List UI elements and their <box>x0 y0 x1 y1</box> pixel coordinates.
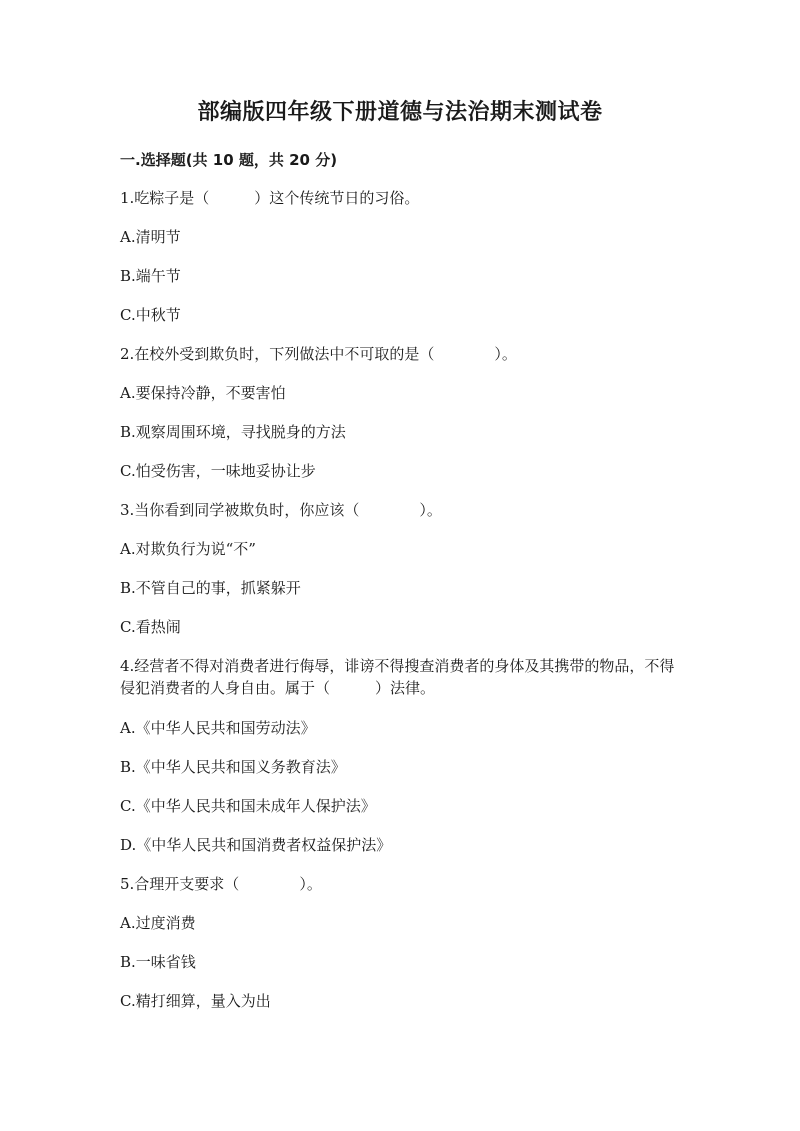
question-item <box>120 499 682 638</box>
answer-option: C.看热闹 <box>120 618 181 636</box>
answer-option: B.观察周围环境，寻找脱身的方法 <box>120 423 346 441</box>
answer-option: A.要保持冷静，不要害怕 <box>120 384 286 402</box>
question-stem: 4.经营者不得对消费者进行侮辱，诽谤不得搜查消费者的身体及其携带的物品，不得侵犯消费者的人身自由。属于（ ）法律。 <box>120 657 675 697</box>
answer-option: B.端午节 <box>120 267 181 285</box>
question-list <box>120 187 682 1029</box>
question-stem: 2.在校外受到欺负时，下列做法中不可取的是（ ）。 <box>120 345 517 363</box>
question-stem: 3.当你看到同学被欺负时，你应该（ ）。 <box>120 501 442 519</box>
answer-option: B.不管自己的事，抓紧躲开 <box>120 579 301 597</box>
question-item <box>120 655 682 856</box>
answer-option: C.精打细算，量入为出 <box>120 992 271 1010</box>
answer-option: A.对欺负行为说“不” <box>120 540 256 558</box>
answer-option: B.《中华人民共和国义务教育法》 <box>120 758 346 776</box>
question-item <box>120 187 682 326</box>
answer-option: C.中秋节 <box>120 306 181 324</box>
answer-option: D.《中华人民共和国消费者权益保护法》 <box>120 836 392 854</box>
answer-option: C.《中华人民共和国未成年人保护法》 <box>120 797 376 815</box>
answer-option: A.过度消费 <box>120 914 196 932</box>
document-title: 部编版四年级下册道德与法治期末测试卷 <box>197 100 603 125</box>
answer-option: A.《中华人民共和国劳动法》 <box>120 719 316 737</box>
answer-option: A.清明节 <box>120 228 181 246</box>
question-stem: 1.吃粽子是（ ）这个传统节日的习俗。 <box>120 189 420 207</box>
answer-option: C.怕受伤害，一味地妥协让步 <box>120 462 316 480</box>
question-item <box>120 343 682 482</box>
question-stem: 5.合理开支要求（ ）。 <box>120 875 322 893</box>
question-item <box>120 873 682 1012</box>
section-heading: 一.选择题(共 10 题，共 20 分) <box>120 151 338 169</box>
answer-option: B.一味省钱 <box>120 953 196 971</box>
